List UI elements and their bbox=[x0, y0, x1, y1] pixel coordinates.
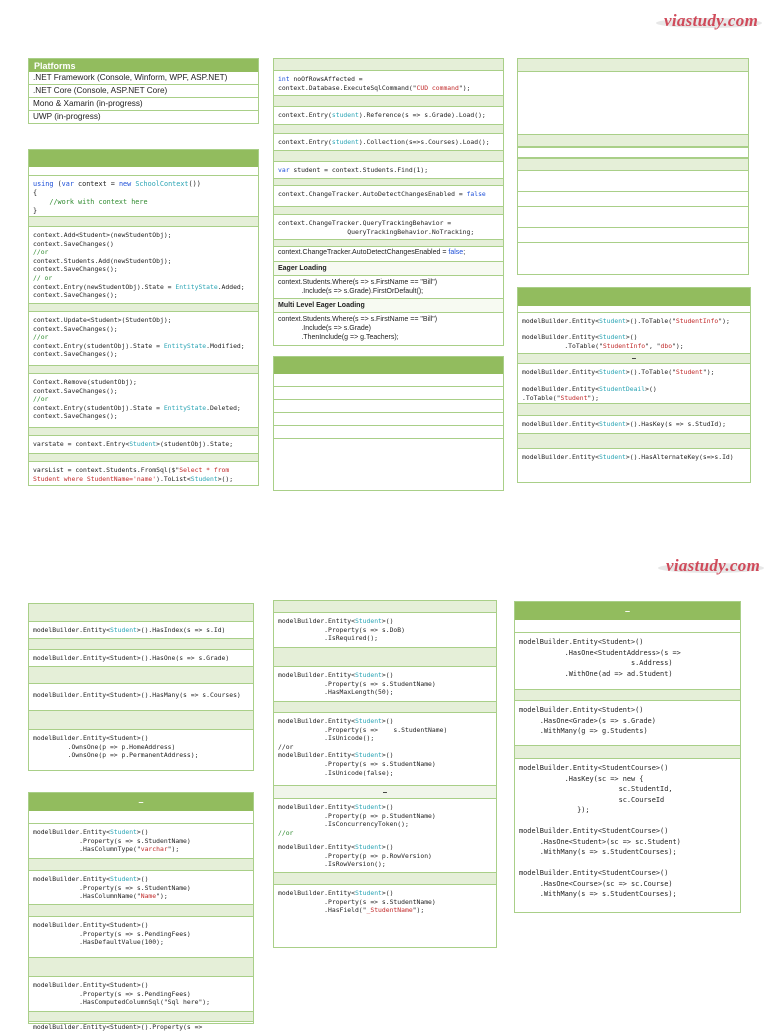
code-line: modelBuilder.Entity< bbox=[33, 828, 110, 836]
section-has-one bbox=[29, 638, 253, 650]
section-header bbox=[518, 288, 750, 306]
class-name: EntityState bbox=[163, 403, 207, 412]
section-update bbox=[29, 303, 258, 312]
section-computed bbox=[29, 957, 253, 977]
code-line: context.Students.Where(s => s.FirstName == "Bill") bbox=[278, 316, 438, 323]
has-field-code bbox=[274, 885, 496, 921]
code-line: .ToTable(" bbox=[522, 341, 603, 350]
eager-loading-label: Eager Loading bbox=[274, 261, 503, 276]
code-line: .HasComputedColumnSql("Sql here"); bbox=[33, 998, 210, 1007]
code-line: modelBuilder.Entity<Student>() bbox=[519, 706, 644, 714]
code-line: modelBuilder.Entity< bbox=[522, 333, 599, 341]
code-line: modelBuilder.Entity< bbox=[33, 875, 110, 883]
code-line: modelBuilder.Entity<Student>().HasOne(s => s.Grade) bbox=[33, 654, 230, 662]
code-line: .Property(s => s.StudentName) bbox=[33, 836, 191, 845]
code-line: .Property(s => s.StudentName) bbox=[278, 759, 436, 768]
code-line: context.SaveChanges(); bbox=[33, 412, 118, 421]
code-line: .WithMany(g => g.Students) bbox=[519, 727, 648, 735]
code-line: .Property(p => p.RowVersion) bbox=[278, 851, 432, 860]
code-line: modelBuilder.Entity< bbox=[522, 385, 599, 394]
platform-item: .NET Core (Console, ASP.NET Core) bbox=[29, 85, 258, 98]
code-line: context.Entry(newStudentObj).State = bbox=[33, 282, 176, 291]
code-line: .ToTable(" bbox=[522, 393, 561, 402]
concurrency-token-code bbox=[274, 799, 496, 839]
section-last bbox=[29, 1011, 253, 1022]
platform-item: UWP (in-progress) bbox=[33, 112, 101, 121]
property-validation-box bbox=[273, 600, 497, 948]
list-spacer bbox=[518, 72, 748, 134]
code-line: s.Address) bbox=[519, 659, 673, 667]
code-line: .IsRequired(); bbox=[278, 634, 379, 643]
code-line: }); bbox=[519, 806, 590, 814]
dash-label: – bbox=[631, 354, 637, 363]
code-line: context.Entry( bbox=[278, 138, 332, 146]
code-line: >() bbox=[625, 333, 638, 341]
kw: new bbox=[118, 180, 132, 188]
execute-sql-code bbox=[274, 71, 503, 95]
section-auto-detect-2 bbox=[274, 239, 503, 247]
section-header bbox=[29, 793, 253, 811]
code-line: modelBuilder.Entity< bbox=[278, 617, 355, 625]
many-to-many-code bbox=[515, 759, 740, 909]
code-line: modelBuilder.Entity<StudentCourse>() bbox=[519, 869, 669, 877]
code-line: .HasOne<StudentAddress>(s => bbox=[519, 648, 681, 657]
code-line: .IsUnicode(); bbox=[278, 734, 375, 743]
code-line: >().ToTable(" bbox=[625, 368, 676, 376]
max-length-code bbox=[274, 667, 496, 701]
kw: using bbox=[33, 180, 54, 188]
section-delete bbox=[29, 365, 258, 374]
code-line: context.SaveChanges(); bbox=[33, 265, 118, 274]
class-name: Student bbox=[354, 751, 382, 760]
dbcontext-box bbox=[28, 149, 259, 486]
code-line: modelBuilder.Entity<Student>() bbox=[33, 921, 149, 929]
code-line: >().HasAlternateKey(s=>s.Id) bbox=[625, 453, 734, 461]
code-line: "); bbox=[702, 368, 715, 376]
code-string: dbo bbox=[660, 341, 673, 350]
code-line: .Added; bbox=[217, 282, 245, 291]
delete-entity-code bbox=[29, 374, 258, 427]
code-string: StudentInfo bbox=[675, 317, 719, 325]
column-type-code bbox=[29, 824, 253, 858]
code-line: .Modified; bbox=[206, 341, 245, 350]
code-line: .OwnsOne(p => p.PermanentAddress); bbox=[33, 751, 199, 760]
code-line: QueryTrackingBehavior.NoTracking; bbox=[278, 227, 475, 236]
class-name: Student bbox=[354, 717, 382, 725]
code-line: .OwnsOne(p => p.HomeAddress) bbox=[33, 742, 176, 751]
code-line: .IsConcurrencyToken(); bbox=[278, 820, 409, 829]
code-line: >(studentObj).State; bbox=[156, 440, 234, 448]
code-line: >() bbox=[136, 875, 149, 883]
code-string: StudentInfo bbox=[602, 341, 646, 350]
one-to-many-code bbox=[515, 701, 740, 745]
section-key bbox=[518, 403, 750, 416]
dash-label: – bbox=[138, 797, 144, 807]
code-line: modelBuilder.Entity<StudentCourse>() bbox=[519, 827, 669, 835]
section-many-to-many bbox=[515, 745, 740, 759]
section-header bbox=[29, 150, 258, 167]
code-line: .HasDefaultValue(100); bbox=[33, 938, 164, 947]
code-string: Select * from bbox=[179, 466, 230, 474]
code-line: .HasKey(sc => new { bbox=[519, 774, 644, 783]
class-name: Student bbox=[354, 889, 382, 897]
code-line: context.ChangeTracker.AutoDetectChangesEnabled = bbox=[278, 249, 449, 256]
kw: false bbox=[448, 249, 464, 256]
eager-loading-code bbox=[274, 276, 503, 298]
using-context-code bbox=[29, 176, 258, 216]
code-line: ).ToList< bbox=[156, 474, 191, 483]
code-line: sc.CourseId bbox=[519, 795, 665, 804]
owns-one-code bbox=[29, 730, 253, 764]
code-line: modelBuilder.Entity< bbox=[522, 453, 599, 461]
code-line: .IsUnicode(false); bbox=[278, 768, 394, 777]
section-add bbox=[29, 216, 258, 227]
update-entity-code bbox=[29, 312, 258, 365]
kw: false bbox=[466, 190, 486, 198]
list-row bbox=[518, 147, 748, 158]
is-unicode-code bbox=[274, 713, 496, 785]
code-comment: // or bbox=[33, 273, 53, 282]
code-line: >() bbox=[381, 751, 394, 760]
has-key-code bbox=[518, 416, 750, 433]
viastudy-logo: viastudy.com bbox=[666, 556, 760, 576]
code-line: modelBuilder.Entity<Student>() bbox=[33, 734, 149, 742]
code-text: ( bbox=[57, 180, 62, 188]
class-name: Student bbox=[354, 803, 382, 811]
code-string: Name bbox=[140, 892, 157, 901]
class-name: Student bbox=[598, 368, 626, 376]
code-line: varsList = context.Students.FromSql($" bbox=[33, 466, 180, 474]
section-raw-sql bbox=[29, 453, 258, 462]
platforms-title: Platforms bbox=[29, 59, 258, 72]
section-spacer bbox=[29, 811, 253, 824]
section-owned bbox=[29, 710, 253, 730]
class-name: Student bbox=[354, 671, 382, 679]
code-line: .Property(s => s.DoB) bbox=[278, 625, 405, 634]
list-row bbox=[518, 171, 748, 192]
class-name: Student bbox=[109, 626, 137, 634]
code-line: >() bbox=[381, 803, 394, 811]
class-name: Student bbox=[109, 828, 137, 836]
section-auto-detect bbox=[274, 178, 503, 186]
code-line: modelBuilder.Entity<StudentCourse>() bbox=[519, 764, 669, 772]
code-line: .Property(s => s.StudentName) bbox=[278, 679, 436, 688]
class-name: Student bbox=[129, 440, 157, 448]
list-row bbox=[518, 228, 748, 243]
code-line: context.Database.ExecuteSqlCommand(" bbox=[278, 83, 417, 92]
code-line: modelBuilder.Entity<Student>() bbox=[519, 638, 644, 646]
class-name: SchoolContext bbox=[135, 180, 189, 188]
section-state bbox=[29, 427, 258, 436]
section-unicode bbox=[274, 701, 496, 713]
code-line: modelBuilder.Entity< bbox=[278, 717, 355, 725]
code-line: modelBuilder.Entity<Student>().HasMany(s => s.Courses) bbox=[33, 691, 241, 699]
code-line: modelBuilder.Entity< bbox=[278, 751, 355, 760]
class-name: Student bbox=[598, 453, 626, 461]
code-line: .HasOne<Course>(sc => sc.Course) bbox=[519, 879, 673, 888]
code-line: .Property(s => s.PendingFees) bbox=[33, 989, 191, 998]
kw: var bbox=[278, 166, 290, 174]
code-line: .IsRowVersion(); bbox=[278, 860, 386, 869]
code-line: .Property(s => s.PendingFees) bbox=[33, 929, 191, 938]
multi-level-eager-label: Multi Level Eager Loading bbox=[274, 298, 503, 313]
table-row bbox=[274, 374, 503, 387]
is-required-code bbox=[274, 613, 496, 647]
list-row bbox=[518, 192, 748, 207]
code-line: "); bbox=[458, 83, 471, 92]
code-comment: //work with context here bbox=[33, 198, 148, 206]
code-line: modelBuilder.Entity< bbox=[522, 368, 599, 376]
section-has-many bbox=[29, 666, 253, 684]
code-line: context.SaveChanges(); bbox=[33, 291, 118, 300]
section-spacer bbox=[518, 306, 750, 313]
section-explicit-coll bbox=[274, 124, 503, 134]
collection-load-code bbox=[274, 134, 503, 150]
code-line: student = context.Students.Find(1); bbox=[289, 166, 429, 174]
code-line: "); bbox=[412, 906, 425, 915]
section-has-field bbox=[274, 873, 496, 885]
one-to-one-code bbox=[515, 633, 740, 689]
to-table-schema-code bbox=[518, 329, 750, 353]
code-line: >() bbox=[381, 671, 394, 679]
code-line: noOfRowsAffected = bbox=[289, 75, 363, 83]
empty-table-box bbox=[273, 356, 504, 491]
list-row bbox=[518, 134, 748, 147]
dash-label: – bbox=[624, 606, 630, 616]
section-alt-key bbox=[518, 433, 750, 449]
code-line: context.Entry(studentObj).State = bbox=[33, 341, 164, 350]
code-line: ).Reference(s => s.Grade).Load(); bbox=[358, 111, 486, 119]
column-name-code bbox=[29, 871, 253, 904]
section-concurrency bbox=[274, 785, 496, 799]
section-header bbox=[274, 601, 496, 613]
class-name: Student bbox=[354, 843, 382, 851]
section-header bbox=[29, 604, 253, 622]
code-line: varstate = context.Entry< bbox=[33, 440, 130, 448]
code-line: .HasField(" bbox=[278, 906, 367, 915]
code-line: ).Collection(s=>s.Courses).Load(); bbox=[358, 138, 490, 146]
code-line: .Include(s => s.Grade).FirstOrDefault(); bbox=[278, 288, 424, 295]
class-name: Student bbox=[598, 317, 626, 325]
has-index-code bbox=[29, 622, 253, 638]
code-line: >().ToTable(" bbox=[625, 317, 676, 325]
code-string: Student where StudentName='name' bbox=[33, 474, 157, 483]
property-config-box bbox=[28, 792, 254, 1031]
table-row bbox=[274, 387, 503, 400]
auto-detect-code-2 bbox=[274, 247, 503, 261]
class-name: Student bbox=[190, 474, 218, 483]
class-name: student bbox=[331, 138, 359, 146]
class-name: student bbox=[331, 111, 359, 119]
code-line: modelBuilder.Entity< bbox=[278, 889, 355, 897]
code-line: >() bbox=[381, 843, 394, 851]
class-name: StudentDeail bbox=[598, 385, 646, 394]
code-line: .HasColumnType(" bbox=[33, 845, 141, 854]
table-row bbox=[274, 413, 503, 426]
code-line: .ThenInclude(g => g.Teachers); bbox=[278, 334, 399, 341]
code-string: Student bbox=[675, 368, 703, 376]
code-line: .Property(s => s.StudentName) bbox=[278, 725, 448, 734]
code-line: >().HasIndex(s => s.Id) bbox=[136, 626, 226, 634]
code-line: .WithOne(ad => ad.Student) bbox=[519, 669, 673, 678]
code-line: .Property(p => p.StudentName) bbox=[278, 811, 436, 820]
code-line: sc.StudentId, bbox=[519, 785, 673, 793]
section-find bbox=[274, 150, 503, 162]
code-string: Student bbox=[560, 393, 588, 402]
reference-load-code bbox=[274, 107, 503, 124]
code-line: context.ChangeTracker.QueryTrackingBehavior = bbox=[278, 219, 452, 227]
code-line: >() bbox=[381, 717, 394, 725]
class-name: EntityState bbox=[163, 341, 207, 350]
relationships-box bbox=[514, 601, 741, 913]
list-row bbox=[518, 158, 748, 171]
code-line: "); bbox=[587, 393, 599, 402]
section-header bbox=[518, 59, 748, 72]
code-line: modelBuilder.Entity< bbox=[33, 626, 110, 634]
raw-sql-code bbox=[29, 462, 258, 488]
dash-label: – bbox=[382, 787, 388, 797]
code-line: modelBuilder.Entity< bbox=[278, 803, 355, 811]
code-line: context.SaveChanges(); bbox=[33, 386, 118, 395]
multi-level-eager-code bbox=[274, 313, 503, 343]
add-entity-code bbox=[29, 227, 258, 303]
platforms-box bbox=[28, 58, 259, 124]
class-name: Student bbox=[598, 420, 626, 428]
section-max-length bbox=[274, 647, 496, 667]
code-line: context.SaveChanges(); bbox=[33, 350, 118, 359]
platform-item: Mono & Xamarin (in-progress) bbox=[29, 98, 258, 111]
table-splitting-code bbox=[518, 364, 750, 403]
code-string: CUD command bbox=[416, 83, 459, 92]
code-line: modelBuilder.Entity<Student>() bbox=[33, 981, 149, 989]
code-line: .HasColumnName(" bbox=[33, 892, 141, 901]
code-line: Context.Remove(studentObj); bbox=[33, 378, 137, 386]
code-line: >(); bbox=[217, 474, 234, 483]
code-text: ()) bbox=[188, 180, 201, 188]
code-line: ; bbox=[463, 249, 466, 256]
section-tracking bbox=[274, 206, 503, 215]
code-line: modelBuilder.Entity< bbox=[278, 843, 355, 851]
code-line: modelBuilder.Entity< bbox=[522, 420, 599, 428]
code-line: "); bbox=[672, 341, 684, 350]
entity-state-code bbox=[29, 436, 258, 453]
code-line: context.ChangeTracker.AutoDetectChangesEnabled = bbox=[278, 190, 467, 198]
list-row bbox=[518, 207, 748, 228]
code-line: context.Entry(studentObj).State = bbox=[33, 403, 164, 412]
class-name: Student bbox=[109, 875, 137, 883]
code-line: context.SaveChanges(); bbox=[33, 324, 118, 333]
code-line: .HasMaxLength(50); bbox=[278, 688, 394, 697]
code-comment: //or bbox=[33, 248, 49, 257]
code-line: >() bbox=[381, 889, 394, 897]
code-line: modelBuilder.Entity< bbox=[522, 317, 599, 325]
section-header bbox=[515, 602, 740, 620]
code-line: context.Students.Where(s => s.FirstName == "Bill") bbox=[278, 279, 438, 286]
find-code bbox=[274, 162, 503, 178]
code-string: varchar bbox=[140, 845, 168, 854]
row-version-code bbox=[274, 839, 496, 873]
default-value-code bbox=[29, 917, 253, 957]
code-line: .Include(s => s.Grade) bbox=[278, 325, 371, 332]
viastudy-logo: viastudy.com bbox=[664, 11, 758, 31]
code-line: modelBuilder.Entity< bbox=[278, 671, 355, 679]
kw: var bbox=[61, 180, 74, 188]
index-relationship-box bbox=[28, 603, 254, 771]
code-line: context.SaveChanges() bbox=[33, 239, 114, 248]
code-line: context.Students.Add(newStudentObj); bbox=[33, 256, 172, 265]
code-string: _StudentName bbox=[366, 906, 413, 915]
section-header bbox=[274, 59, 503, 71]
has-many-code bbox=[29, 684, 253, 710]
code-line: ", " bbox=[645, 341, 661, 350]
code-line: .HasOne<Grade>(s => s.Grade) bbox=[519, 716, 656, 725]
code-line: "); bbox=[167, 845, 180, 854]
class-name: Student bbox=[354, 617, 382, 625]
code-line: .Deleted; bbox=[206, 403, 241, 412]
code-text: context = bbox=[78, 180, 119, 188]
code-line: context.Entry( bbox=[278, 111, 332, 119]
code-line: >() bbox=[136, 828, 149, 836]
alternate-key-code bbox=[518, 449, 750, 465]
section-dash bbox=[518, 353, 750, 364]
code-line: >() bbox=[381, 617, 394, 625]
code-line: context.Update<Student>(StudentObj); bbox=[33, 316, 172, 324]
auto-detect-code bbox=[274, 186, 503, 206]
code-line: context.Add<Student>(newStudentObj); bbox=[33, 231, 172, 239]
code-line: >().HasKey(s => s.StudId); bbox=[625, 420, 726, 428]
code-comment: //or bbox=[33, 395, 49, 404]
code-line: .WithMany(s => s.StudentCourses); bbox=[519, 848, 677, 856]
computed-column-code bbox=[29, 977, 253, 1011]
code-line: .HasOne<Student>(sc => sc.Student) bbox=[519, 837, 681, 846]
section-spacer bbox=[515, 620, 740, 633]
querying-box bbox=[273, 58, 504, 346]
kw: int bbox=[278, 75, 290, 83]
code-line: "); bbox=[718, 317, 730, 325]
has-one-code bbox=[29, 650, 253, 666]
platform-item: .NET Framework (Console, Winform, WPF, ASP.NET) bbox=[29, 72, 258, 85]
empty-list-box bbox=[517, 58, 749, 275]
code-line: .Property(s => s.StudentName) bbox=[278, 897, 436, 906]
code-line: >() bbox=[645, 385, 657, 394]
section-default-value bbox=[29, 904, 253, 917]
query-tracking-code bbox=[274, 215, 503, 239]
section-column-name bbox=[29, 858, 253, 871]
table-row bbox=[274, 426, 503, 439]
code-comment: //or bbox=[278, 828, 294, 837]
section-spacer bbox=[29, 167, 258, 176]
section-explicit-ref bbox=[274, 95, 503, 107]
code-comment: //or bbox=[33, 333, 49, 342]
code-line: "); bbox=[156, 892, 168, 901]
class-name: EntityState bbox=[175, 282, 218, 291]
code-line: .Property(s => s.StudentName) bbox=[33, 883, 191, 892]
fluent-api-table-box bbox=[517, 287, 751, 483]
code-line: } bbox=[33, 207, 38, 215]
class-name: Student bbox=[598, 333, 626, 341]
section-one-to-many bbox=[515, 689, 740, 701]
code-line: { bbox=[33, 189, 38, 197]
section-header bbox=[274, 357, 503, 374]
table-row bbox=[274, 400, 503, 413]
code-line: .WithMany(s => s.StudentCourses); bbox=[519, 890, 677, 898]
code-line: //or bbox=[278, 742, 294, 751]
code-line: modelBuilder.Entity<Student>().Property(s => bbox=[33, 1023, 203, 1031]
to-table-code bbox=[518, 313, 750, 329]
